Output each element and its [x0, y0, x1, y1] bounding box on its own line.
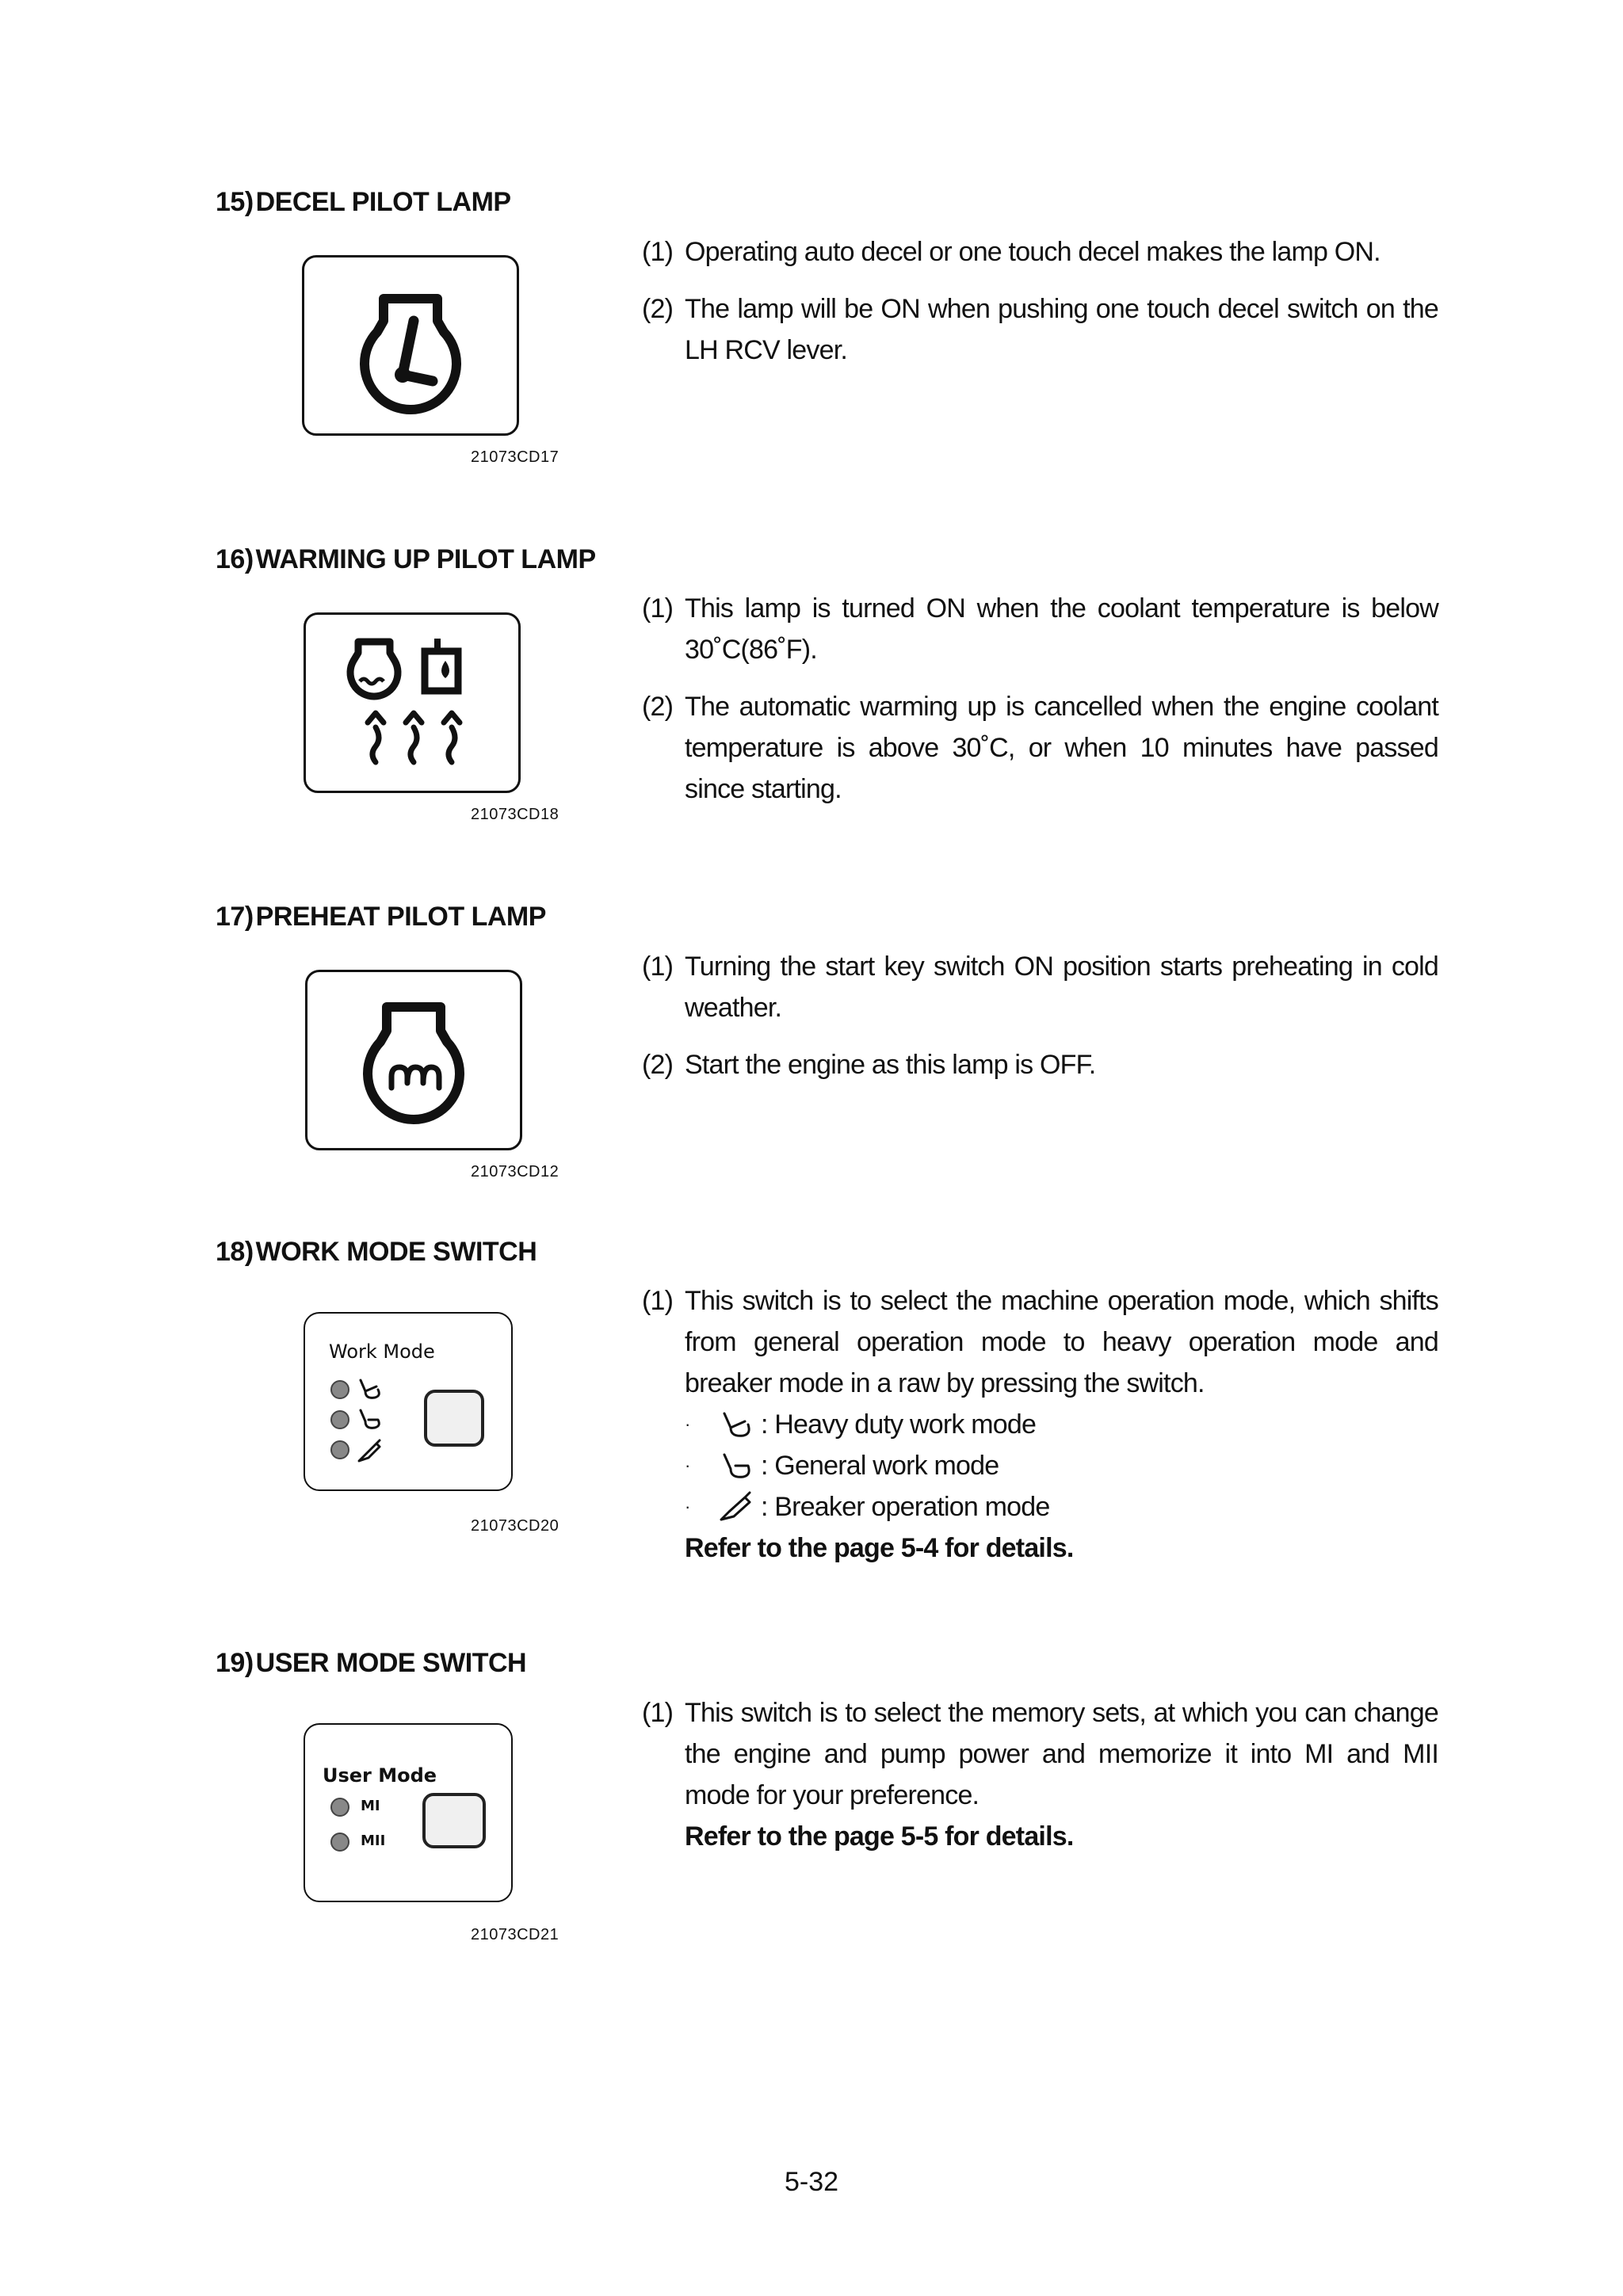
general-mode-icon: [713, 1450, 761, 1482]
decel-lamp-panel: [302, 255, 519, 436]
warming-up-lamp-icon: [306, 615, 518, 791]
mode-icons: [354, 1375, 386, 1470]
heavy-duty-mode-icon: [713, 1409, 761, 1440]
item-number: (1): [642, 952, 674, 982]
section-heading: [216, 1648, 526, 1679]
list-item: [642, 288, 1438, 371]
work-mode-panel: [304, 1312, 513, 1491]
bullet-text: : Heavy duty work mode: [761, 1409, 1037, 1440]
item-number: (2): [642, 294, 674, 324]
section-17-text: [642, 946, 1438, 1085]
item-text: Operating auto decel or one touch decel makes the lamp ON.: [685, 237, 1381, 267]
item-text: This lamp is turned ON when the coolant temperature is below 30˚C(86˚F).: [685, 593, 1438, 665]
section-heading: [216, 1237, 537, 1268]
bullet-item: [642, 1445, 1438, 1486]
panel-label: Work Mode: [329, 1341, 435, 1363]
reference-note: Refer to the page 5-4 for details.: [685, 1533, 1074, 1563]
image-code: 21073CD18: [471, 806, 559, 823]
list-item: [642, 946, 1438, 1028]
led-indicator: [330, 1833, 349, 1852]
item-number: (2): [642, 1050, 674, 1080]
list-item: [642, 1044, 1438, 1085]
bullet-dot: ·: [685, 1497, 690, 1516]
bullet-item: [642, 1404, 1438, 1445]
list-item: [642, 1280, 1438, 1404]
led-indicator: [330, 1440, 349, 1459]
section-title: DECEL PILOT LAMP: [255, 187, 511, 217]
led-indicator: [330, 1798, 349, 1817]
section-title: PREHEAT PILOT LAMP: [255, 902, 546, 932]
item-text: This switch is to select the machine operation mode, which shifts from general operation mode to heavy operation mode and breaker mode in a raw by pressing the switch.: [685, 1286, 1438, 1398]
item-text: Start the engine as this lamp is OFF.: [685, 1050, 1096, 1080]
section-number: 15): [216, 187, 254, 217]
decel-lamp-icon: [304, 257, 517, 433]
mode-label-mii: MII: [361, 1833, 386, 1849]
section-title: USER MODE SWITCH: [255, 1648, 527, 1678]
bullet-dot: ·: [685, 1455, 690, 1475]
led-indicator: [330, 1380, 349, 1399]
item-number: (1): [642, 237, 674, 267]
image-code: 21073CD17: [471, 448, 559, 466]
list-item: [642, 686, 1438, 810]
user-mode-panel: [304, 1723, 513, 1902]
breaker-mode-icon: [713, 1491, 761, 1523]
list-item: [642, 231, 1438, 273]
led-indicator: [330, 1410, 349, 1429]
user-mode-switch-button[interactable]: [422, 1793, 486, 1848]
section-15-text: [642, 231, 1438, 371]
section-heading: [216, 187, 511, 218]
section-title: WARMING UP PILOT LAMP: [255, 544, 596, 574]
item-text: The automatic warming up is cancelled when the engine coolant temperature is above 30˚C, or when 10 minutes have passed since starting.: [685, 692, 1438, 804]
bullet-item: [642, 1486, 1438, 1527]
panel-label: User Mode: [323, 1764, 437, 1787]
section-number: 16): [216, 544, 254, 574]
section-number: 17): [216, 902, 254, 932]
item-number: (1): [642, 593, 674, 624]
bullet-text: : Breaker operation mode: [761, 1492, 1050, 1522]
preheat-lamp-icon: [307, 972, 520, 1148]
bullet-dot: ·: [685, 1414, 690, 1434]
section-19-text: [642, 1692, 1438, 1857]
image-code: 21073CD21: [471, 1926, 559, 1943]
warming-up-lamp-panel: [304, 612, 521, 793]
item-text: Turning the start key switch ON position starts preheating in cold weather.: [685, 952, 1438, 1023]
bullet-text: : General work mode: [761, 1451, 999, 1481]
item-number: (2): [642, 692, 674, 722]
section-heading: [216, 544, 596, 575]
section-title: WORK MODE SWITCH: [255, 1237, 537, 1267]
image-code: 21073CD20: [471, 1517, 559, 1535]
item-number: (1): [642, 1286, 674, 1316]
list-item: [642, 588, 1438, 670]
section-18-text: [642, 1280, 1438, 1569]
section-number: 18): [216, 1237, 254, 1267]
list-item: [642, 1692, 1438, 1816]
item-number: (1): [642, 1698, 674, 1728]
reference-note: Refer to the page 5-5 for details.: [685, 1821, 1074, 1852]
preheat-lamp-panel: [305, 970, 522, 1150]
image-code: 21073CD12: [471, 1163, 559, 1180]
page-number: 5-32: [784, 2167, 839, 2197]
mode-label-mi: MI: [361, 1798, 380, 1814]
item-text: The lamp will be ON when pushing one touch decel switch on the LH RCV lever.: [685, 294, 1438, 365]
section-number: 19): [216, 1648, 254, 1678]
section-heading: [216, 902, 546, 933]
section-16-text: [642, 588, 1438, 810]
work-mode-switch-button[interactable]: [424, 1390, 484, 1447]
item-text: This switch is to select the memory sets, at which you can change the engine and pump power and memorize it into MI and MII mode for your preference.: [685, 1698, 1438, 1810]
